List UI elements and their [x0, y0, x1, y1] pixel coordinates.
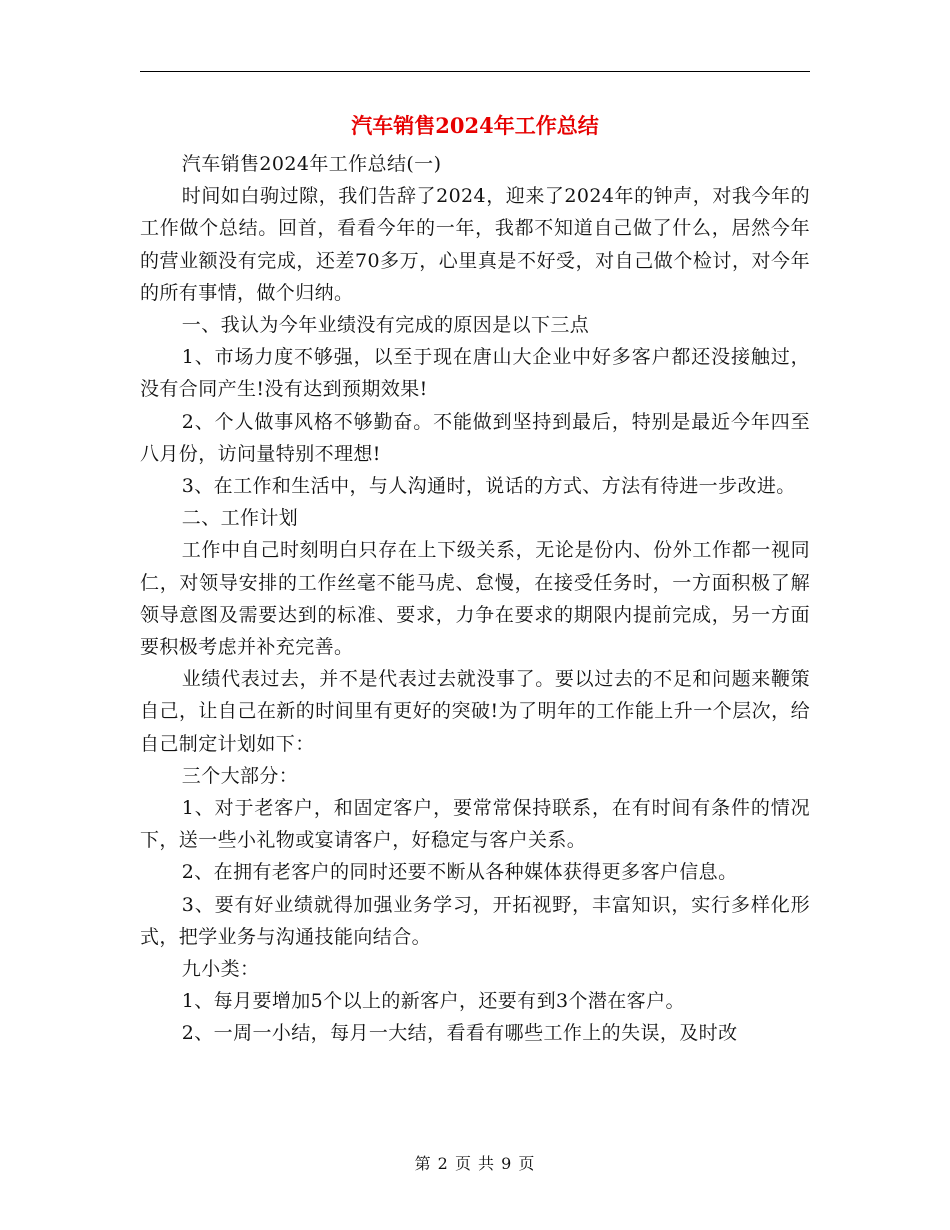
paragraph-part-3: 3、要有好业绩就得加强业务学习，开拓视野，丰富知识，实行多样化形式，把学业务与沟通技能向结合。 [140, 893, 810, 948]
paragraph-part-2: 2、在拥有老客户的同时还要不断从各种媒体获得更多客户信息。 [181, 861, 738, 884]
paragraph-plan-attitude: 工作中自己时刻明白只存在上下级关系，无论是份内、份外工作都一视同仁，对领导安排的工作丝毫不能马虎、怠慢，在接受任务时，一方面积极了解领导意图及需要达到的标准、要求，力争在要求的期限内提前完成，另一方面要积极考虑并补充完善。 [140, 539, 810, 659]
page-number: 第 2 页 共 9 页 [414, 1154, 536, 1173]
document-body [140, 148, 810, 1050]
paragraph-heading-reasons: 一、我认为今年业绩没有完成的原因是以下三点 [181, 314, 590, 337]
document-title: 汽车销售2024年工作总结 [351, 113, 599, 138]
paragraph-subtitle: 汽车销售2024年工作总结(一) [181, 153, 442, 175]
paragraph-reason-3: 3、在工作和生活中，与人沟通时，说话的方式、方法有待进一步改进。 [181, 475, 796, 498]
paragraph-intro: 时间如白驹过隙，我们告辞了2024，迎来了2024年的钟声，对我今年的工作做个总结。回首，看看今年的一年，我都不知道自己做了什么，居然今年的营业额没有完成，还差70多万，心里真是不好受，对自己做个检讨，对今年的所有事情，做个归纳。 [140, 185, 810, 304]
paragraph-heading-nine-items: 九小类： [181, 958, 260, 981]
paragraph-plan-performance: 业绩代表过去，并不是代表过去就没事了。要以过去的不足和问题来鞭策自己，让自己在新的时间里有更好的突破!为了明年的工作能上升一个层次，给自己制定计划如下： [140, 668, 810, 755]
paragraph-heading-three-parts: 三个大部分： [181, 764, 299, 787]
paragraph-part-1: 1、对于老客户，和固定客户，要常常保持联系，在有时间有条件的情况下，送一些小礼物或宴请客户，好稳定与客户关系。 [140, 797, 810, 852]
paragraph-reason-2: 2、个人做事风格不够勤奋。不能做到坚持到最后，特别是最近今年四至八月份，访问量特别不理想! [140, 410, 810, 465]
header-rule [140, 71, 810, 72]
paragraph-reason-1: 1、市场力度不够强，以至于现在唐山大企业中好多客户都还没接触过，没有合同产生!没有达到预期效果! [140, 346, 810, 401]
paragraph-item-1: 1、每月要增加5个以上的新客户，还要有到3个潜在客户。 [181, 990, 685, 1013]
paragraph-item-2: 2、一周一小结，每月一大结，看看有哪些工作上的失误，及时改 [181, 1022, 738, 1045]
paragraph-heading-plan: 二、工作计划 [181, 507, 299, 530]
